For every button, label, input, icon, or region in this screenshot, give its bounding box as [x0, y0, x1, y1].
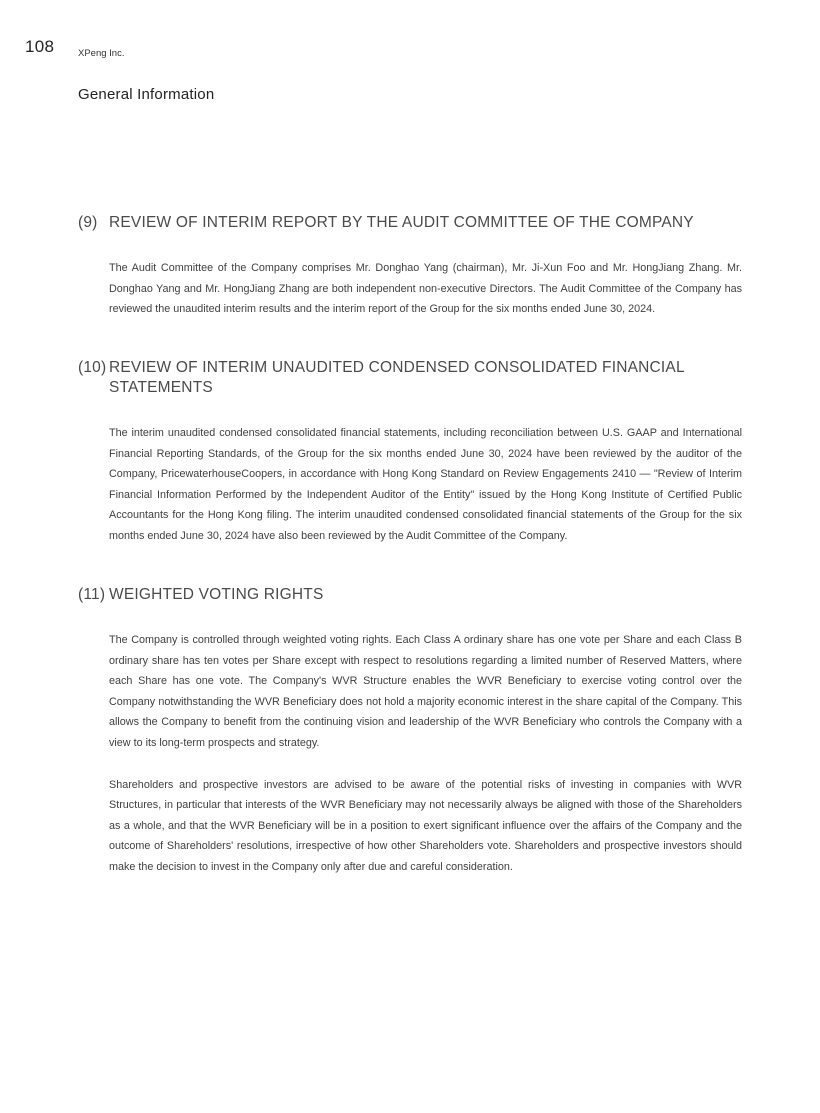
section-paragraph: The Company is controlled through weighted voting rights. Each Class A ordinary share has one vote per Share and each Class B ordinary share has ten votes per Share except with respect to resolutions regarding a limited number of Reserved Matters, where each Share has one vote. The Company's WVR Structure enables the WVR Beneficiary to exercise voting control over the Company notwithstanding the WVR Beneficiary does not hold a majority economic interest in the share capital of the Company. This allows the Company to benefit from the continuing vision and leadership of the WVR Beneficiary who controls the Company with a view to its long-term prospects and strategy. [109, 634, 742, 749]
section-heading [78, 213, 742, 233]
section-paragraph: Shareholders and prospective investors are advised to be aware of the potential risks of investing in companies with WVR Structures, in particular that interests of the WVR Beneficiary may not necessarily always be aligned with those of the Shareholders as a whole, and that the WVR Beneficiary will be in a position to exert significant influence over the affairs of the Company and the outcome of Shareholders' resolutions, irrespective of how other Shareholders vote. Shareholders and prospective investors should make the decision to invest in the Company only after due and careful consideration. [109, 778, 742, 873]
section-11 [78, 585, 742, 878]
section-number: (9) [78, 214, 98, 231]
section-title: REVIEW OF INTERIM REPORT BY THE AUDIT COMMITTEE OF THE COMPANY [109, 214, 694, 231]
section-10 [78, 358, 742, 547]
section-number: (10) [78, 359, 107, 376]
section-paragraph: The Audit Committee of the Company comprises Mr. Donghao Yang (chairman), Mr. Ji-Xun Foo and Mr. HongJiang Zhang. Mr. Donghao Yang and Mr. HongJiang Zhang are both independent non-executive Directors. The Audit Committee of the Company has reviewed the unaudited interim results and the interim report of the Group for the six months ended June 30, 2024. [109, 262, 742, 316]
section-heading [78, 358, 742, 398]
section-heading [78, 585, 742, 605]
section-9 [78, 213, 742, 320]
company-name: XPeng Inc. [78, 48, 125, 59]
section-number: (11) [78, 586, 106, 603]
section-title: WEIGHTED VOTING RIGHTS [109, 586, 324, 603]
section-paragraph: The interim unaudited condensed consolidated financial statements, including reconciliation between U.S. GAAP and International Financial Reporting Standards, of the Group for the six months ended June 30, 2024 have been reviewed by the auditor of the Company, PricewaterhouseCoopers, in accordance with Hong Kong Standard on Review Engagements 2410 — "Review of Interim Financial Information Performed by the Independent Auditor of the Entity" issued by the Hong Kong Institute of Certified Public Accountants for the Hong Kong filing. The interim unaudited condensed consolidated financial statements of the Group for the six months ended June 30, 2024 have also been reviewed by the Audit Committee of the Company. [109, 427, 742, 542]
page-number: 108 [25, 37, 55, 56]
running-title: General Information [78, 86, 215, 103]
section-title: REVIEW OF INTERIM UNAUDITED CONDENSED CONSOLIDATED FINANCIAL STATEMENTS [109, 359, 685, 396]
